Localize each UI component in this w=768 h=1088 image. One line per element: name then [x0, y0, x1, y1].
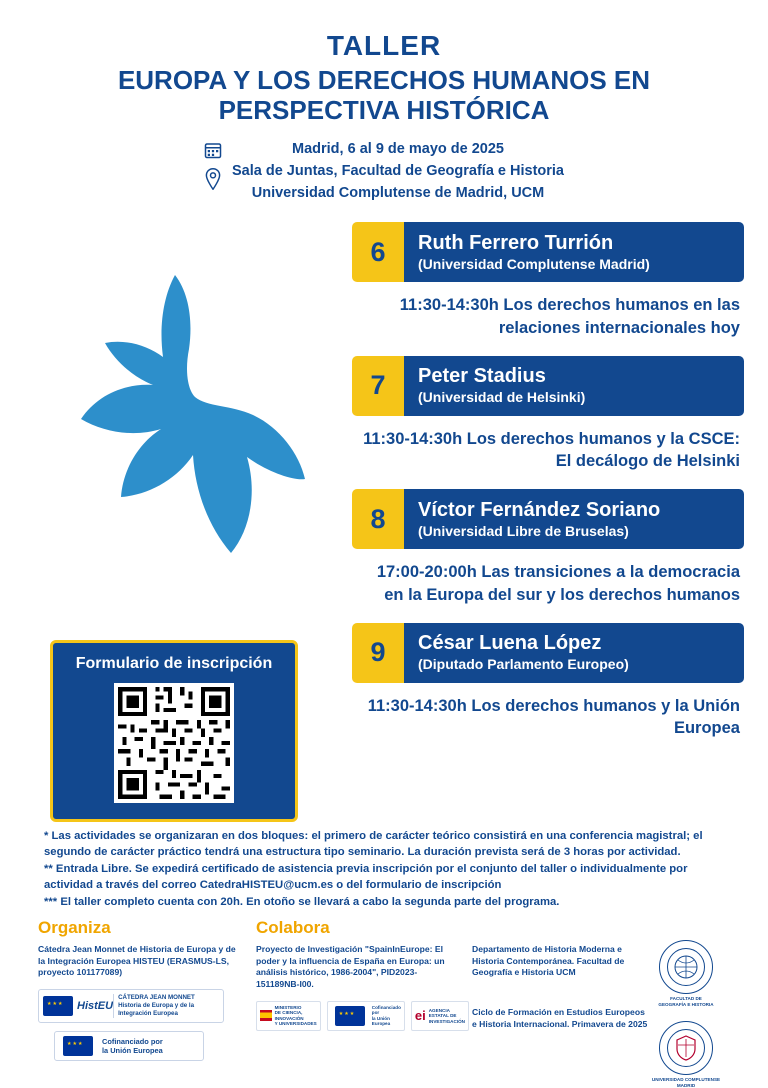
ministerio-line2: DE CIENCIA, INNOVACIÓN	[274, 1010, 304, 1021]
page-subtitle-line2: PERSPECTIVA HISTÓRICA	[218, 94, 550, 125]
organiza-text: Cátedra Jean Monnet de Historia de Europa y de la Integración Europea HISTEU (ERASMUS-LS, proyecto 101177089)	[38, 944, 236, 978]
government-logos	[256, 1001, 465, 1031]
organiza-heading: Organiza	[38, 918, 111, 937]
speaker-name: Peter Stadius	[418, 365, 546, 388]
speaker-affiliation: (Universidad Libre de Bruselas)	[418, 522, 629, 539]
ucm-seal-inner	[667, 1029, 705, 1067]
footnote-1: * Las actividades se organizaran en dos bloques: el primero de carácter teórico consistirá en una conferencia magistral; el segundo de carácter práctico tendrá una estructura tipo seminario. La duración prevista será de 3 horas por actividad.	[44, 830, 703, 859]
session-day-number: 7	[352, 356, 404, 416]
session-speaker-block	[404, 356, 744, 416]
session-header	[352, 623, 744, 683]
dove-hand-peace-icon	[30, 222, 330, 622]
speaker-affiliation: (Diputado Parlamento Europeo)	[418, 656, 629, 673]
session-day-number: 9	[352, 623, 404, 683]
histeu-logo	[38, 989, 224, 1023]
ministerio-line1: MINISTERIO	[274, 1004, 302, 1010]
ucm-seal-line1: UNIVERSIDAD COMPLUTENSE	[651, 1077, 721, 1082]
poster-header	[0, 0, 768, 205]
speaker-affiliation: (Universidad de Helsinki)	[418, 389, 586, 406]
faculty-seal-group	[634, 940, 738, 1007]
session-description: 11:30-14:30h Los derechos humanos en las relaciones internacionales hoy	[399, 296, 740, 337]
institution-seals	[634, 940, 738, 1088]
ministerio-logo	[256, 1001, 321, 1031]
speaker-affiliation: (Universidad Complutense Madrid)	[418, 255, 650, 272]
faculty-seal-line1: FACULTAD DE	[670, 996, 702, 1001]
event-venue-1: Sala de Juntas, Facultad de Geografía e Historia	[232, 163, 564, 179]
map-pin-icon	[204, 168, 222, 195]
speaker-name: Víctor Fernández Soriano	[418, 498, 661, 521]
session-header	[352, 489, 744, 549]
session-day-number: 8	[352, 489, 404, 549]
session-day-number: 6	[352, 222, 404, 282]
session-speaker-block	[404, 489, 744, 549]
registration-form-box[interactable]	[50, 640, 298, 822]
event-details	[232, 139, 564, 204]
calendar-icon	[204, 141, 222, 164]
ministerio-line3: Y UNIVERSIDADES	[274, 1021, 317, 1027]
eu-flag-icon	[335, 1006, 365, 1026]
agencia-estatal-logo	[411, 1001, 469, 1031]
session-item	[352, 356, 744, 480]
session-item	[352, 222, 744, 346]
agencia-line2: ESTATAL DE	[428, 1013, 457, 1018]
cofinanciado-line2: la Unión Europea	[102, 1046, 163, 1056]
eu-flag-icon	[63, 1036, 93, 1056]
agencia-line3: INVESTIGACIÓN	[428, 1018, 465, 1024]
faculty-seal-line2: GEOGRAFÍA E HISTORIA	[658, 1001, 714, 1007]
catedra-line1: CÁTEDRA JEAN MONNET	[118, 994, 195, 1002]
cofin-ue-line1: Cofinanciado por	[371, 1004, 401, 1016]
eu-flag-icon	[43, 996, 73, 1016]
event-meta	[0, 139, 768, 204]
ucm-seal-group	[634, 1021, 738, 1088]
speaker-name: Ruth Ferrero Turrión	[418, 231, 614, 254]
speaker-name: César Luena López	[418, 632, 602, 655]
catedra-line2: Historia de Europa y de la Integración Europea	[118, 1002, 195, 1017]
ucm-seal-icon	[659, 1021, 713, 1075]
page-subtitle	[0, 66, 768, 125]
session-header	[352, 356, 744, 416]
session-description: 17:00-20:00h Las transiciones a la democracia en la Europa del sur y los derechos humanos	[376, 563, 740, 604]
qr-code[interactable]	[114, 683, 234, 803]
cofinanciado-text	[102, 1037, 163, 1056]
colabora-text-2: Departamento de Historia Moderna e Historia Contemporánea. Facultad de Geografía e Historia UCM	[472, 944, 625, 978]
cofinanciado-logo	[54, 1031, 204, 1061]
colabora-column-1	[256, 944, 465, 1061]
sessions-list	[352, 222, 744, 756]
ucm-seal-line2: MADRID	[676, 1082, 696, 1088]
event-venue-2: Universidad Complutense de Madrid, UCM	[251, 184, 545, 201]
spain-flag-icon	[260, 1010, 272, 1021]
faculty-seal-caption	[658, 996, 713, 1007]
session-header	[352, 222, 744, 282]
cofin-ue-line2: la Unión Europea	[371, 1015, 391, 1027]
cofinanciado-line1: Cofinanciado por	[102, 1036, 163, 1046]
ucm-seal-caption	[652, 1077, 720, 1088]
footer-headings	[38, 918, 730, 938]
footnotes	[44, 828, 734, 911]
page-title: TALLER	[326, 30, 442, 61]
aei-mark: ei	[414, 1007, 426, 1023]
organiza-column	[38, 944, 256, 1061]
agencia-line1: AGENCIA	[428, 1007, 450, 1013]
agencia-text	[429, 1008, 465, 1025]
histeu-wordmark: HistEU	[77, 1000, 114, 1013]
catedra-jean-monnet-label	[113, 994, 223, 1017]
meta-icon-group	[204, 139, 222, 195]
session-item	[352, 623, 744, 747]
session-description: 11:30-14:30h Los derechos humanos y la CSCE: El decálogo de Helsinki	[363, 429, 740, 471]
faculty-seal-inner	[667, 948, 705, 986]
colabora-text-1: Proyecto de Investigación "SpainInEurope: El poder y la influencia de España en Europa: un análisis histórico, 1986-2004", PID2023-151189NB-I00.	[256, 944, 445, 990]
cofinanciado-ue-text	[372, 1005, 401, 1027]
left-column	[30, 222, 330, 822]
session-speaker-block	[404, 222, 744, 282]
footnote-3: *** El taller completo cuenta con 20h. En otoño se llevará a cabo la segunda parte del programa.	[44, 896, 560, 909]
colabora-heading: Colabora	[256, 918, 330, 937]
ministerio-text	[275, 1005, 317, 1027]
colabora-column-2	[472, 944, 652, 1061]
colabora-text-3: Ciclo de Formación en Estudios Europeos e Historia Internacional. Primavera de 2025	[472, 1007, 648, 1029]
session-speaker-block	[404, 623, 744, 683]
registration-form-label: Formulario de inscripción	[75, 655, 273, 672]
session-description: 11:30-14:30h Los derechos humanos y la Unión Europea	[367, 696, 740, 738]
cofinanciado-ue-logo	[327, 1001, 405, 1031]
footer-columns	[38, 944, 730, 1061]
footnote-2: ** Entrada Libre. Se expedirá certificado de asistencia previa inscripción por el conjunto del taller o individualmente por actividad a través del correo CatedraHISTEU@ucm.es o del formulario de inscripción	[44, 863, 688, 892]
event-date: Madrid, 6 al 9 de mayo de 2025	[292, 141, 504, 158]
faculty-seal-icon	[659, 940, 713, 994]
page-subtitle-line1: EUROPA Y LOS DERECHOS HUMANOS EN	[117, 65, 651, 95]
session-item	[352, 489, 744, 613]
